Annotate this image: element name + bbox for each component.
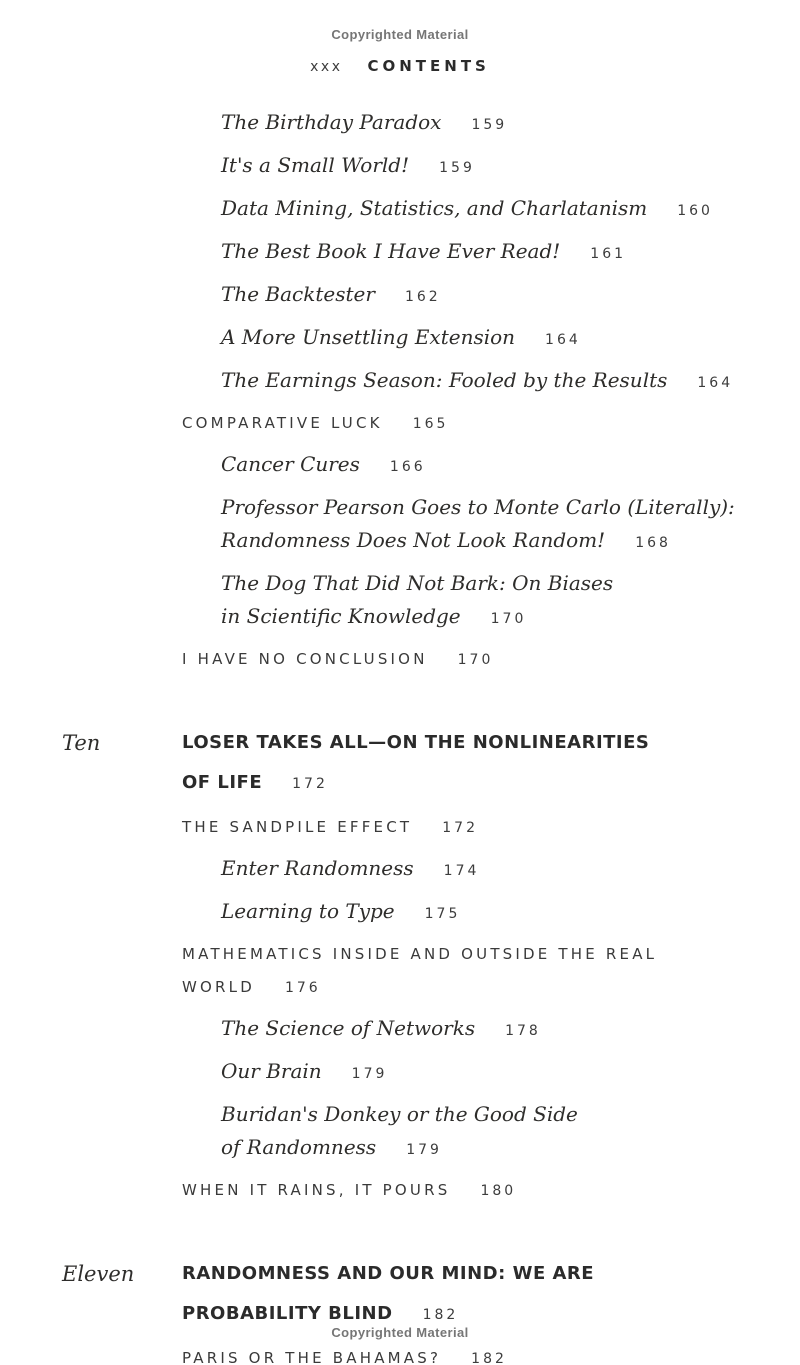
- entry-title: The Earnings Season: Fooled by the Results: [221, 368, 668, 392]
- entry-title: A More Unsettling Extension: [221, 325, 516, 349]
- entry-page-number: 176: [284, 980, 321, 996]
- toc-section-heading: [182, 1342, 770, 1365]
- toc-entry: [221, 192, 770, 228]
- toc-entry: [221, 278, 770, 314]
- chapter-title: [182, 1254, 594, 1335]
- section-title: PARIS OR THE BAHAMAS?: [182, 1349, 442, 1365]
- toc-entry: [221, 321, 770, 357]
- entry-page-number: 170: [490, 611, 527, 627]
- entry-page-number: 164: [545, 332, 581, 348]
- toc-section-heading: [182, 938, 770, 1005]
- toc-entry: [221, 852, 770, 888]
- toc-entry: [221, 895, 770, 931]
- entry-page-number: 174: [443, 863, 480, 879]
- entry-title-line2: Randomness Does Not Look Random!: [221, 528, 606, 552]
- toc-entry: [221, 491, 770, 560]
- entry-page-number: 172: [442, 820, 478, 836]
- copyright-notice-bottom: Copyrighted Material: [331, 1325, 469, 1340]
- toc-entry: [221, 567, 770, 636]
- entry-page-number: 165: [412, 416, 449, 432]
- entry-page-number: 178: [505, 1023, 541, 1039]
- toc-entry: [221, 235, 770, 271]
- entry-page-number: 166: [389, 459, 426, 475]
- entry-title: Enter Randomness: [221, 856, 414, 880]
- entry-page-number: 172: [292, 776, 328, 792]
- chapter-title: [182, 723, 649, 804]
- entry-page-number: 160: [677, 203, 713, 219]
- entry-page-number: 168: [635, 535, 671, 551]
- entry-title-line1: Buridan's Donkey or the Good Side: [221, 1102, 578, 1126]
- entry-title: Cancer Cures: [221, 452, 360, 476]
- entry-page-number: 170: [457, 652, 494, 668]
- page-folio: xxx: [310, 59, 343, 75]
- toc-chapter-entry: [62, 723, 770, 804]
- toc-chapter-entry: [62, 1254, 770, 1335]
- entry-page-number: 182: [422, 1307, 459, 1323]
- section-title: THE SANDPILE EFFECT: [182, 818, 413, 836]
- toc-section-heading: [182, 407, 770, 441]
- toc-entry: [221, 448, 770, 484]
- toc-entry: [221, 106, 770, 142]
- chapter-title-line2: PROBABILITY BLIND: [182, 1303, 393, 1324]
- entry-title: The Birthday Paradox: [221, 110, 442, 134]
- entry-page-number: 162: [404, 289, 441, 305]
- toc-section-heading: [182, 643, 770, 677]
- entry-title: Learning to Type: [221, 899, 395, 923]
- running-head: [0, 57, 800, 75]
- entry-page-number: 182: [471, 1351, 507, 1365]
- entry-title: The Best Book I Have Ever Read!: [221, 239, 561, 263]
- entry-title-line1: Professor Pearson Goes to Monte Carlo (Literally):: [221, 495, 735, 519]
- section-title-line1: MATHEMATICS INSIDE AND OUTSIDE THE REAL: [182, 945, 658, 963]
- chapter-title-line2: OF LIFE: [182, 772, 263, 793]
- toc-entry: [221, 1098, 770, 1167]
- copyright-notice-top: Copyrighted Material: [331, 27, 469, 42]
- toc-section-heading: [182, 1174, 770, 1208]
- entry-page-number: 164: [697, 375, 734, 391]
- entry-page-number: 175: [424, 906, 461, 922]
- entry-title: The Science of Networks: [221, 1016, 476, 1040]
- chapter-number: Eleven: [62, 1262, 135, 1286]
- entry-title: Our Brain: [221, 1059, 322, 1083]
- entry-title: It's a Small World!: [221, 153, 410, 177]
- entry-page-number: 180: [480, 1183, 517, 1199]
- chapter-title-line1: LOSER TAKES ALL—ON THE NONLINEARITIES: [182, 732, 650, 753]
- toc-section-heading: [182, 811, 770, 845]
- section-title-line2: WORLD: [182, 978, 255, 996]
- entry-title: Data Mining, Statistics, and Charlatanism: [221, 196, 648, 220]
- section-title: COMPARATIVE LUCK: [182, 414, 383, 432]
- section-title: I HAVE NO CONCLUSION: [182, 650, 428, 668]
- entry-title-line2: in Scientific Knowledge: [221, 604, 461, 628]
- contents-heading: CONTENTS: [367, 57, 490, 75]
- entry-title-line1: The Dog That Did Not Bark: On Biases: [221, 571, 614, 595]
- entry-page-number: 159: [471, 117, 508, 133]
- toc-entry: [221, 149, 770, 185]
- entry-page-number: 161: [590, 246, 627, 262]
- entry-page-number: 159: [439, 160, 475, 176]
- chapter-number: Ten: [62, 731, 101, 755]
- entry-page-number: 179: [351, 1066, 388, 1082]
- chapter-title-line1: RANDOMNESS AND OUR MIND: WE ARE: [182, 1263, 595, 1284]
- toc-entry: [221, 1055, 770, 1091]
- toc-entry: [221, 1012, 770, 1048]
- entry-title-line2: of Randomness: [221, 1135, 377, 1159]
- entry-page-number: 179: [406, 1142, 442, 1158]
- section-title: WHEN IT RAINS, IT POURS: [182, 1181, 451, 1199]
- toc-entry: [221, 364, 770, 400]
- table-of-contents: [62, 106, 770, 1365]
- entry-title: The Backtester: [221, 282, 375, 306]
